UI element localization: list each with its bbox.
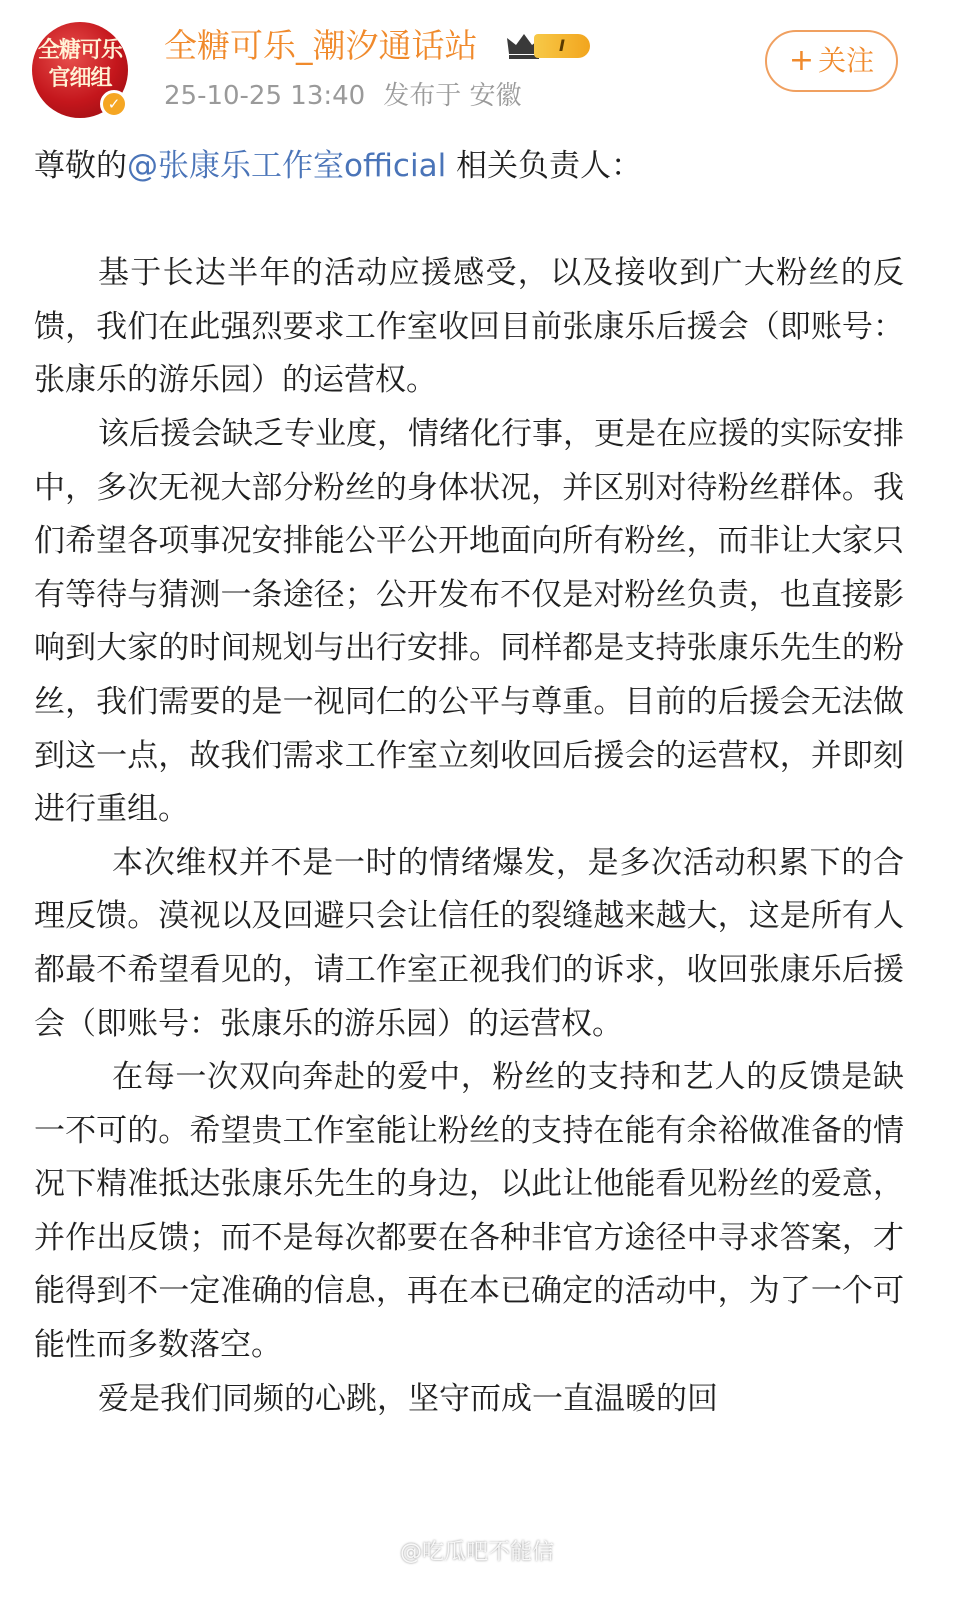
plus-icon: +	[788, 43, 815, 78]
post-timestamp: 25-10-25 13:40	[164, 81, 366, 111]
watermark: @吃瓜吧不能信	[400, 1540, 555, 1565]
level-badge: I	[534, 34, 590, 58]
greeting-suffix: 相关负责人：	[446, 148, 643, 184]
author-name[interactable]: 全糖可乐_潮汐通话站	[164, 26, 478, 65]
paragraph-5: 爱是我们同频的心跳，坚守而成一直温暖的回	[98, 1380, 718, 1417]
follow-button[interactable]	[765, 30, 898, 92]
post-location: 发布于 安徽	[383, 81, 522, 111]
paragraph-2: 该后援会缺乏专业度，情绪化行事，更是在应援的实际安排中，多次无视大部分粉丝的身体状况，并区别对待粉丝群体。我们希望各项事况安排能公平公开地面向所有粉丝，而非让大家只有等待与猜测一条途径；公开发布不仅是对粉丝负责，也直接影响到大家的时间规划与出行安排。同样都是支持张康乐先生的粉丝，我们需要的是一视同仁的公平与尊重。目前的后援会无法做到这一点，故我们需求工作室立刻收回后援会的运营权，并即刻进行重组。	[34, 415, 904, 828]
greeting-line	[34, 140, 904, 194]
post-header	[0, 0, 959, 130]
post-body	[34, 140, 904, 1426]
avatar-text: 全糖可乐官细组	[37, 37, 122, 91]
paragraph-3: 本次维权并不是一时的情绪爆发，是多次活动积累下的合理反馈。漠视以及回避只会让信任的裂缝越来越大，这是所有人都最不希望看见的，请工作室正视我们的诉求，收回张康乐后援会（即账号：张康乐的游乐园）的运营权。	[34, 844, 904, 1042]
paragraph-4: 在每一次双向奔赴的爱中，粉丝的支持和艺人的反馈是缺一不可的。希望贵工作室能让粉丝的支持在能有余裕做准备的情况下精准抵达张康乐先生的身边，以此让他能看见粉丝的爱意，并作出反馈；而不是每次都要在各种非官方途径中寻求答案，才能得到不一定准确的信息，再在本已确定的活动中，为了一个可能性而多数落空。	[34, 1059, 904, 1364]
mention-link[interactable]: @张康乐工作室official	[127, 148, 447, 184]
paragraph-1: 基于长达半年的活动应援感受，以及接收到广大粉丝的反馈，我们在此强烈要求工作室收回目前张康乐后援会（即账号：张康乐的游乐园）的运营权。	[34, 255, 904, 399]
greeting-prefix: 尊敬的	[34, 148, 127, 184]
blank-line	[34, 194, 904, 248]
verified-badge-icon: ✓	[100, 90, 128, 118]
follow-label: 关注	[818, 44, 875, 77]
post-meta	[164, 78, 521, 114]
